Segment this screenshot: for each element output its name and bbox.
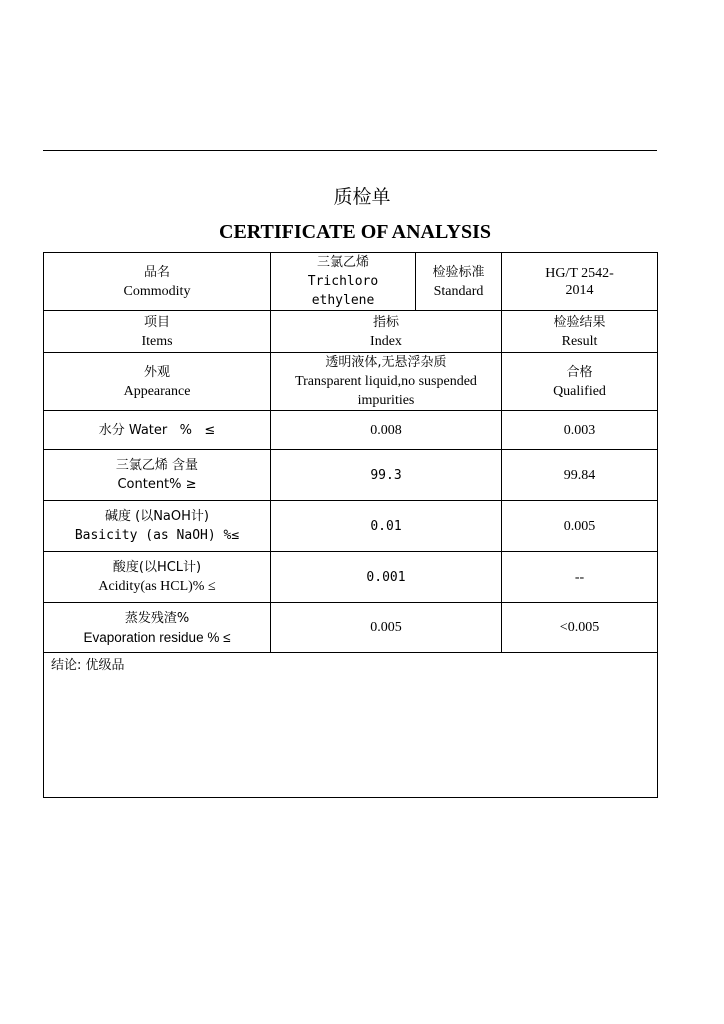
index-text-en: Transparent liquid,no suspended xyxy=(295,374,477,389)
item-name-en: Appearance xyxy=(123,383,191,399)
commodity-row xyxy=(44,253,658,311)
index-header xyxy=(271,311,502,353)
index-value: 0.005 xyxy=(370,620,402,635)
index-cell xyxy=(271,353,502,411)
index-text-en-cont: impurities xyxy=(357,393,415,408)
result-value: <0.005 xyxy=(559,620,600,635)
item-name-en: Acidity(as HCL)% ≤ xyxy=(98,579,216,594)
table-row xyxy=(44,353,658,411)
result-cell xyxy=(502,450,658,501)
table-row xyxy=(44,450,658,501)
result-header-en: Result xyxy=(561,333,598,349)
result-cell xyxy=(502,603,658,653)
result-value: -- xyxy=(574,569,585,585)
result-text-cn: 合格 xyxy=(566,364,593,380)
result-value: 99.84 xyxy=(563,467,596,483)
index-header-cn: 指标 xyxy=(372,314,399,330)
items-header-cn: 项目 xyxy=(143,314,170,330)
index-cell xyxy=(271,501,502,552)
analysis-table xyxy=(43,252,658,798)
item-name-en: Evaporation residue % ≤ xyxy=(83,629,231,645)
item-name-cn: 外观 xyxy=(143,364,170,380)
item-name-en: Basicity (as NaOH) %≤ xyxy=(74,528,240,543)
title-chinese: 质检单 xyxy=(333,186,391,208)
result-value: 0.005 xyxy=(563,518,596,534)
conclusion-text: 结论: 优级品 xyxy=(51,658,125,673)
item-cell xyxy=(44,411,271,450)
standard-value-line1: HG/T 2542- xyxy=(545,265,614,281)
table-row xyxy=(44,552,658,603)
table-row xyxy=(44,501,658,552)
items-header-en: Items xyxy=(141,333,173,349)
top-rule xyxy=(43,150,657,151)
result-cell xyxy=(502,552,658,603)
item-name-cn: 酸度(以HCL计) xyxy=(112,560,202,575)
item-name-cn: 三氯乙烯 含量 xyxy=(115,458,199,473)
conclusion-row xyxy=(44,653,658,798)
index-cell xyxy=(271,411,502,450)
standard-label-en: Standard xyxy=(433,283,484,299)
commodity-value-cn: 三氯乙烯 xyxy=(316,255,369,270)
item-cell xyxy=(44,552,271,603)
index-value: 99.3 xyxy=(370,467,402,483)
item-cell xyxy=(44,450,271,501)
commodity-label-en: Commodity xyxy=(123,283,191,299)
item-name-cn: 蒸发残渣% xyxy=(124,610,190,626)
table-row xyxy=(44,411,658,450)
item-name: 水分 Water % ≤ xyxy=(98,422,216,438)
commodity-value-cell xyxy=(271,253,416,311)
commodity-label-cn: 品名 xyxy=(143,264,170,280)
table-row xyxy=(44,603,658,653)
item-cell xyxy=(44,501,271,552)
commodity-value-en: Trichloro ethylene xyxy=(307,274,379,308)
index-cell xyxy=(271,450,502,501)
index-header-en: Index xyxy=(370,333,402,349)
result-header xyxy=(502,311,658,353)
items-header xyxy=(44,311,271,353)
standard-value-cell xyxy=(502,253,658,311)
commodity-label-cell xyxy=(44,253,271,311)
column-header-row xyxy=(44,311,658,353)
result-text-en: Qualified xyxy=(553,383,606,399)
title-english: CERTIFICATE OF ANALYSIS xyxy=(219,221,491,243)
item-name-en: Content% ≥ xyxy=(117,477,197,492)
standard-value-line2: 2014 xyxy=(565,282,594,298)
index-value: 0.001 xyxy=(366,569,406,585)
standard-label-cell xyxy=(416,253,502,311)
item-cell xyxy=(44,353,271,411)
item-name-cn: 碱度 (以NaOH计) xyxy=(105,509,209,524)
index-value: 0.01 xyxy=(370,518,402,534)
standard-label-cn: 检验标准 xyxy=(432,264,485,280)
result-cell xyxy=(502,411,658,450)
result-value: 0.003 xyxy=(563,422,596,438)
item-cell xyxy=(44,603,271,653)
result-cell xyxy=(502,501,658,552)
index-cell xyxy=(271,603,502,653)
index-cell xyxy=(271,552,502,603)
result-header-cn: 检验结果 xyxy=(553,314,606,330)
conclusion-cell xyxy=(44,653,658,798)
result-cell xyxy=(502,353,658,411)
index-value: 0.008 xyxy=(370,422,402,438)
index-text-cn: 透明液体,无悬浮杂质 xyxy=(325,355,447,370)
